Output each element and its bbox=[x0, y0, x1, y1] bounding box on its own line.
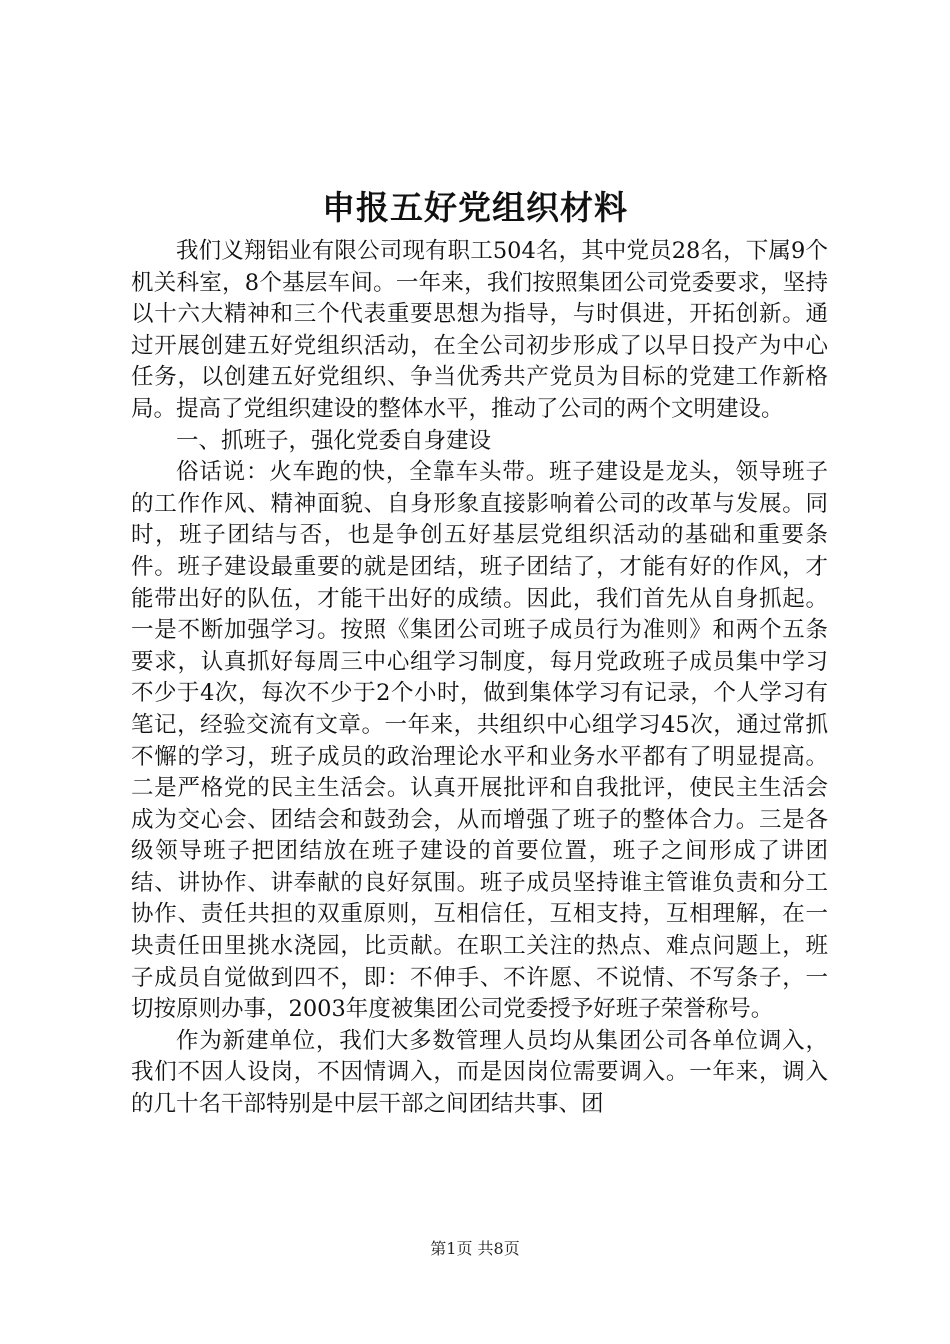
body-paragraph: 作为新建单位，我们大多数管理人员均从集团公司各单位调入，我们不因人设岗，不因情调入，而是因岗位需要调入。一年来，调入的几十名干部特别是中层干部之间团结共事、团 bbox=[131, 1027, 828, 1118]
body-paragraph: 俗话说：火车跑的快，全靠车头带。班子建设是龙头，领导班子的工作作风、精神面貌、自身形象直接影响着公司的改革与发展。同时，班子团结与否，也是争创五好基层党组织活动的基础和重要条件。班子建设最重要的就是团结，班子团结了，才能有好的作风，才能带出好的队伍，才能干出好的成绩。因此，我们首先从自身抓起。一是不断加强学习。按照《集团公司班子成员行为准则》和两个五条要求，认真抓好每周三中心组学习制度，每月党政班子成员集中学习不少于4次，每次不少于2个小时，做到集体学习有记录，个人学习有笔记，经验交流有文章。一年来，共组织中心组学习45次，通过常抓不懈的学习，班子成员的政治理论水平和业务水平都有了明显提高。二是严格党的民主生活会。认真开展批评和自我批评，使民主生活会成为交心会、团结会和鼓劲会，从而增强了班子的整体合力。三是各级领导班子把团结放在班子建设的首要位置，班子之间形成了讲团结、讲协作、讲奉献的良好氛围。班子成员坚持谁主管谁负责和分工协作、责任共担的双重原则，互相信任，互相支持，互相理解，在一块责任田里挑水浇园，比贡献。在职工关注的热点、难点问题上，班子成员自觉做到四不，即：不伸手、不许愿、不说情、不写条子，一切按原则办事，2003年度被集团公司党委授予好班子荣誉称号。 bbox=[131, 459, 828, 1023]
page-number: 第1页 共8页 bbox=[430, 1239, 520, 1258]
document-title: 申报五好党组织材料 bbox=[322, 188, 628, 227]
document-body bbox=[131, 236, 828, 1121]
section-heading: 一、抓班子，强化党委自身建设 bbox=[176, 427, 492, 454]
intro-paragraph: 我们义翔铝业有限公司现有职工504名，其中党员28名，下属9个机关科室，8个基层车间。一年来，我们按照集团公司党委要求，坚持以十六大精神和三个代表重要思想为指导，与时俱进，开拓创新。通过开展创建五好党组织活动，在全公司初步形成了以早日投产为中心任务，以创建五好党组织、争当优秀共产党员为目标的党建工作新格局。提高了党组织建设的整体水平，推动了公司的两个文明建设。 bbox=[131, 238, 828, 422]
